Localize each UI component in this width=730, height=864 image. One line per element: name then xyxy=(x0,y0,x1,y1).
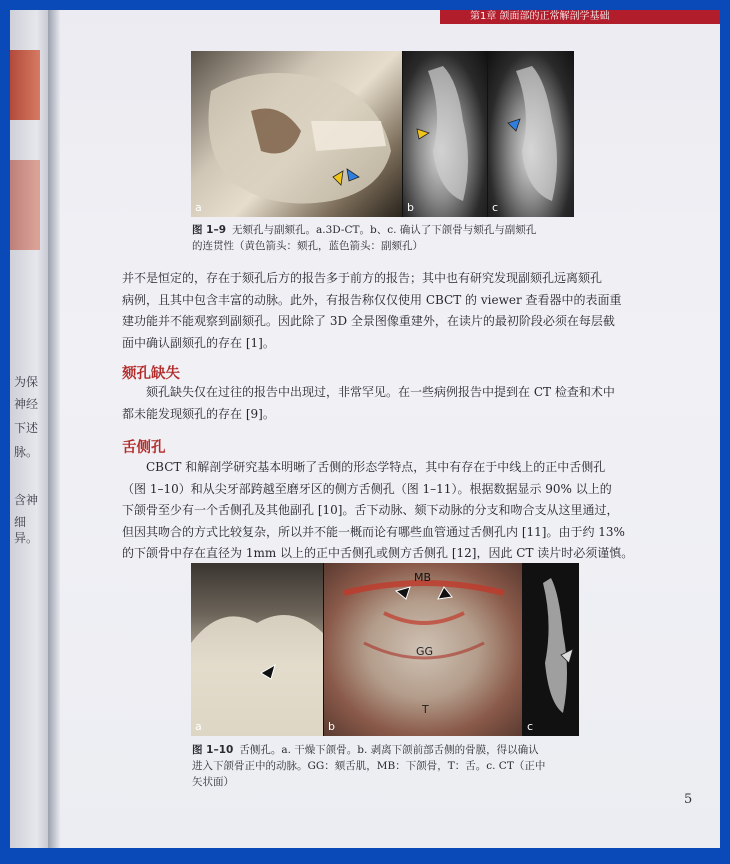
ct-sagittal xyxy=(523,563,579,736)
left-page-photo-strip xyxy=(10,160,40,250)
label-mb: MB xyxy=(414,571,432,584)
figure-number: 图 1–9 xyxy=(192,224,227,236)
panel-label: b xyxy=(328,720,335,733)
caption-line: 进入下颌骨正中的动脉。GG：颏舌肌，MB：下颌骨，T：舌。c. CT（正中 xyxy=(192,760,546,772)
text-line: （图 1–10）和从尖牙部跨越至磨牙区的侧方舌侧孔（图 1–11）。根据数据显示 90% 以上的 xyxy=(122,481,612,496)
skull-3d-render xyxy=(191,51,402,217)
panel-label: c xyxy=(527,720,534,733)
text-line: 并不是恒定的，存在于颏孔后方的报告多于前方的报告；其中也有研究发现副颏孔远离颏孔 xyxy=(122,271,603,285)
text-line: 下颌骨至少有一个舌侧孔及其他副孔 [10]。舌下动脉、颏下动脉的分支和吻合支从这里通过， xyxy=(122,503,619,517)
left-page-text: 脉。 xyxy=(14,445,39,459)
chapter-header: 第1章 颌面部的正常解剖学基础 xyxy=(440,10,720,24)
left-page-text: 含神 xyxy=(14,493,39,507)
dissection-photo xyxy=(324,563,522,736)
left-page-text: 为保 xyxy=(14,375,39,389)
ct-slice-b xyxy=(403,51,487,217)
figure-1-9-panel-b xyxy=(403,51,487,217)
text-line: 建功能并不能观察到副颏孔。因此除了 3D 全景图像重建外，在读片的最初阶段必须在每层截 xyxy=(122,314,615,328)
figure-1-10-caption xyxy=(192,742,612,790)
panel-label: c xyxy=(492,201,499,214)
book-spine xyxy=(48,10,60,848)
book-page xyxy=(60,10,720,848)
panel-label: b xyxy=(407,201,414,214)
ct-slice-c xyxy=(488,51,574,217)
figure-1-9 xyxy=(191,51,574,217)
figure-1-10-panel-c xyxy=(523,563,579,736)
caption-line xyxy=(192,742,612,758)
page-number: 5 xyxy=(684,792,693,807)
left-page-text: 神经 xyxy=(14,397,39,411)
figure-number: 图 1–10 xyxy=(192,744,234,756)
black-arrow-icon xyxy=(438,587,452,599)
caption-line: 矢状面） xyxy=(192,776,234,788)
text-line: 面中确认副颏孔的存在 [1]。 xyxy=(122,335,275,350)
photo-frame xyxy=(10,10,720,848)
caption-line: 的连贯性（黄色箭头：颏孔，蓝色箭头：副颏孔） xyxy=(192,240,423,252)
yellow-arrow-icon xyxy=(417,129,429,139)
figure-1-10 xyxy=(191,563,579,736)
caption-text: 无颏孔与副颏孔。a.3D-CT。b、c. 确认了下颌骨与颏孔与副颏孔 xyxy=(232,224,537,236)
paragraph-1 xyxy=(122,268,662,354)
text-line: 都未能发现颏孔的存在 [9]。 xyxy=(122,406,275,421)
label-t: T xyxy=(422,703,429,716)
black-arrow-icon xyxy=(396,587,410,599)
left-page-text: 下述 xyxy=(14,421,39,435)
figure-1-9-caption xyxy=(192,222,592,254)
left-page-text: 细异。 xyxy=(14,515,39,545)
caption-line xyxy=(192,222,592,238)
label-gg: GG xyxy=(416,645,434,658)
figure-1-10-panel-a xyxy=(191,563,323,736)
text-line: 颏孔缺失仅在过往的报告中出现过，非常罕见。在一些病例报告中提到在 CT 检查和术中 xyxy=(146,385,615,399)
blue-arrow-icon xyxy=(508,119,520,131)
figure-1-9-panel-c xyxy=(488,51,574,217)
section-heading-mental-foramen-absence: 颏孔缺失 xyxy=(122,366,180,382)
section-heading-lingual-foramen: 舌侧孔 xyxy=(122,440,166,456)
paragraph-3 xyxy=(122,457,662,565)
figure-1-9-panel-a xyxy=(191,51,402,217)
text-line: 但因其吻合的方式比较复杂，所以并不能一概而论有哪些血管通过舌侧孔内 [11]。由于约 13% xyxy=(122,524,625,539)
left-page-edge xyxy=(10,10,48,848)
text-line: CBCT 和解剖学研究基本明晰了舌侧的形态学特点，其中有存在于中线上的正中舌侧孔 xyxy=(146,460,606,474)
text-line: 的下颌骨中存在直径为 1mm 以上的正中舌侧孔或侧方舌侧孔 [12]，因此 CT 读片时必须谨慎。 xyxy=(122,546,634,560)
dry-mandible-photo xyxy=(191,563,323,736)
caption-text: 舌侧孔。a. 干燥下颌骨。b. 剥离下颌前部舌侧的骨膜，得以确认 xyxy=(239,744,539,756)
panel-label: a xyxy=(195,201,202,214)
text-line: 病例，且其中包含丰富的动脉。此外，有报告称仅仅使用 CBCT 的 viewer 查看器中的表面重 xyxy=(122,292,622,307)
figure-1-10-panel-b xyxy=(324,563,522,736)
panel-label: a xyxy=(195,720,202,733)
left-page-photo-strip xyxy=(10,50,40,120)
paragraph-2 xyxy=(122,382,662,425)
